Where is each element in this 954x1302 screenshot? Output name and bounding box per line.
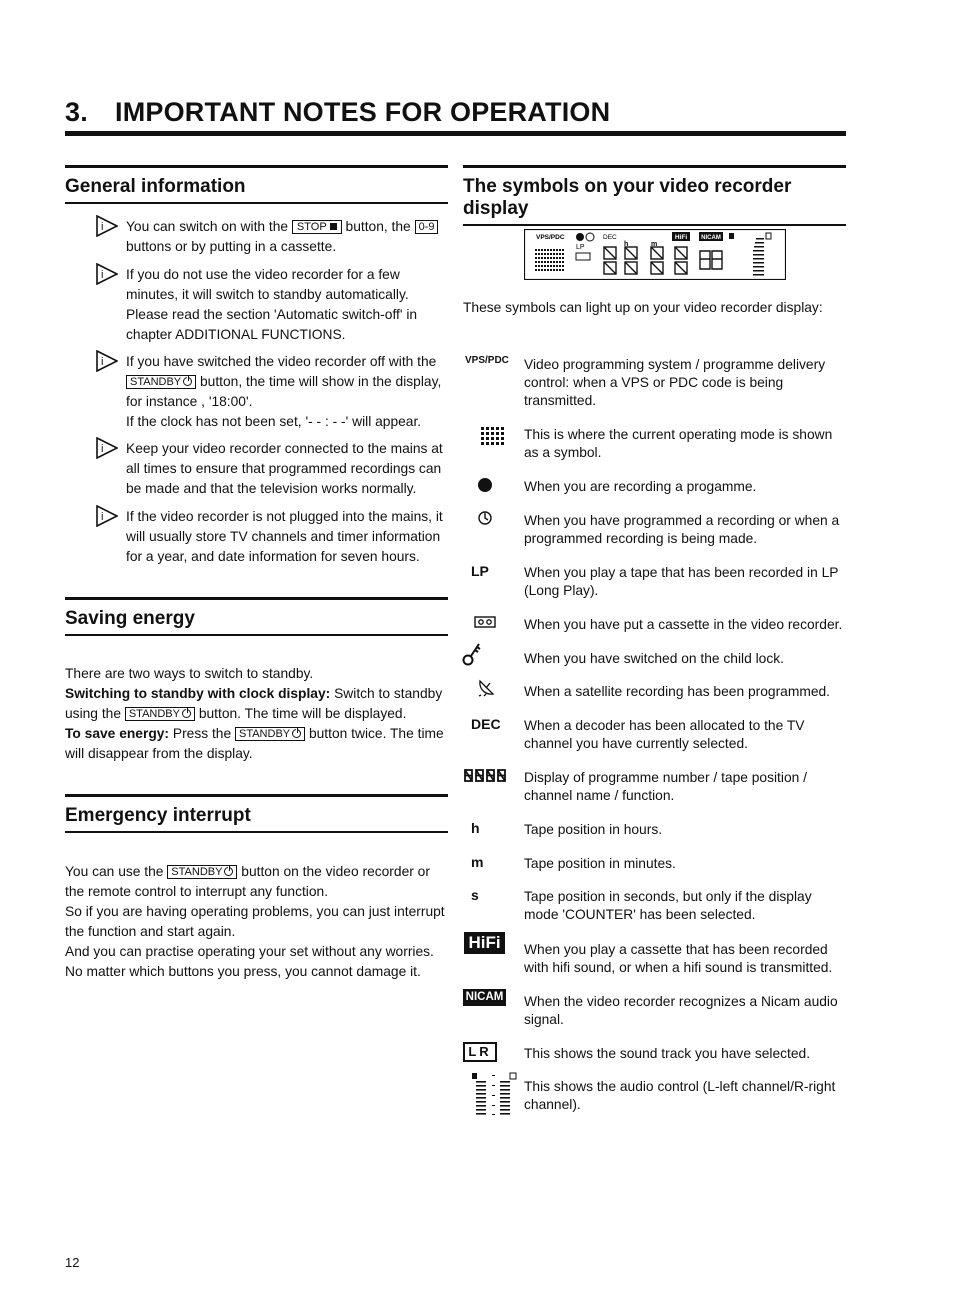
hifi-icon: HiFi <box>464 932 505 954</box>
segment-digits-icon <box>463 768 507 784</box>
standby-button-label: STANDBY <box>126 375 196 389</box>
info-note-icon <box>96 350 118 372</box>
page-number: 12 <box>65 1255 80 1270</box>
long-play-icon: LP <box>471 563 489 579</box>
satellite-dish-icon <box>477 679 495 697</box>
display-dec-label: DEC <box>603 234 617 241</box>
symbol-desc-child-lock: When you have switched on the child lock. <box>524 651 784 666</box>
display-m-label: m <box>651 241 658 248</box>
standby-button-label: STANDBY <box>235 727 305 741</box>
digit-buttons-label: 0-9 <box>415 220 439 234</box>
symbol-desc-cassette: When you have put a cassette in the video recorder. <box>524 617 843 632</box>
operating-mode-icon <box>480 426 508 450</box>
display-nicam-label: NICAM <box>701 235 721 241</box>
saving-body: There are two ways to switch to standby. Switching to standby with clock display: Switch to standby using the STANDBY button. The time will be displayed. To save energy: Press the STANDBY button twice. The time will disappear from the display. <box>65 666 444 761</box>
info-note-icon <box>96 215 118 237</box>
nicam-icon: NICAM <box>463 989 506 1006</box>
vps-pdc-icon: VPS/PDC <box>465 355 509 366</box>
svg-text:i: i <box>101 443 104 455</box>
emergency-heading: Emergency interrupt <box>65 794 448 833</box>
info-note-icon <box>96 437 118 459</box>
vcr-display-illustration <box>524 229 786 280</box>
hours-icon: h <box>471 820 480 836</box>
svg-text:i: i <box>101 269 104 281</box>
symbol-desc-audio-control: This shows the audio control (L-left channel/R-right channel). <box>524 1079 836 1112</box>
audio-level-meter-icon <box>470 1071 518 1117</box>
note-1: You can switch on with the STOP button, the 0-9 buttons or by putting in a cassette. <box>126 217 448 257</box>
svg-text:i: i <box>101 221 104 233</box>
cassette-icon <box>474 616 496 628</box>
standby-button-label: STANDBY <box>167 865 237 879</box>
symbol-desc-lp: When you play a tape that has been recorded in LP (Long Play). <box>524 565 839 598</box>
saving-heading: Saving energy <box>65 597 448 636</box>
timer-clock-icon <box>477 510 493 526</box>
symbol-desc-satellite: When a satellite recording has been programmed. <box>524 684 830 699</box>
symbol-desc-decoder: When a decoder has been allocated to the TV channel you have currently selected. <box>524 718 805 751</box>
page-title <box>65 97 846 136</box>
note-4: Keep your video recorder connected to the mains at all times to ensure that programmed recordings can be made and that the television works normally. <box>126 441 443 496</box>
display-vps-label: VPS/PDC <box>536 234 565 241</box>
info-note-icon <box>96 263 118 285</box>
note-2: If you do not use the video recorder for a few minutes, it will switch to standby automatically. Please read the section 'Automatic switch-off' in chapter ADDITIONAL FUNCTIONS. <box>126 267 418 342</box>
symbol-desc-mode: This is where the current operating mode is shown as a symbol. <box>524 427 833 460</box>
symbol-desc-vps: Video programming system / programme delivery control: when a VPS or PDC code is being transmitted. <box>524 357 826 408</box>
chapter-title: IMPORTANT NOTES FOR OPERATION <box>115 97 611 127</box>
chapter-number: 3. <box>65 97 88 127</box>
seconds-icon: s <box>471 887 479 903</box>
note-5: If the video recorder is not plugged into the mains, it will usually store TV channels and timer information for a year, and date information for seven hours. <box>126 509 443 564</box>
child-lock-key-icon <box>462 641 482 667</box>
stop-button-label: STOP <box>292 220 342 234</box>
symbols-heading: The symbols on your video recorder display <box>463 165 846 226</box>
svg-text:i: i <box>101 356 104 368</box>
display-h-label: h <box>624 241 629 248</box>
info-note-icon <box>96 505 118 527</box>
symbol-desc-sound-track: This shows the sound track you have selected. <box>524 1046 811 1061</box>
left-right-icon: LR <box>463 1042 497 1062</box>
record-dot-icon <box>477 477 493 493</box>
svg-text:i: i <box>101 511 104 523</box>
symbol-desc-timer: When you have programmed a recording or when a programmed recording is being made. <box>524 513 840 546</box>
symbol-desc-seconds: Tape position in seconds, but only if the display mode 'COUNTER' has been selected. <box>524 889 812 922</box>
symbol-desc-nicam: When the video recorder recognizes a Nicam audio signal. <box>524 994 838 1027</box>
symbol-desc-hifi: When you play a cassette that has been recorded with hifi sound, or when a hifi sound is transmitted. <box>524 942 833 975</box>
symbol-desc-digits: Display of programme number / tape position / channel name / function. <box>524 770 807 803</box>
symbols-intro: These symbols can light up on your video recorder display: <box>463 300 823 315</box>
symbol-desc-minutes: Tape position in minutes. <box>524 856 676 871</box>
symbol-desc-record: When you are recording a progamme. <box>524 479 757 494</box>
decoder-icon: DEC <box>471 716 501 732</box>
general-heading: General information <box>65 165 448 204</box>
standby-button-label: STANDBY <box>125 707 195 721</box>
display-hifi-label: HiFi <box>674 234 688 241</box>
display-lp-label: LP <box>576 244 585 251</box>
note-3: If you have switched the video recorder off with the STANDBY button, the time will show in the display, for instance , '18:00'. If the clock has not been set, '- - : - -' will appear. <box>126 354 442 429</box>
minutes-icon: m <box>471 854 484 870</box>
symbol-desc-hours: Tape position in hours. <box>524 822 663 837</box>
emergency-body: You can use the STANDBY button on the video recorder or the remote control to interrupt any function. So if you are having operating problems, you can just interrupt the function and start again. And you can practise operating your set without any worries. No matter which buttons you press, you cannot damage it. <box>65 864 445 979</box>
